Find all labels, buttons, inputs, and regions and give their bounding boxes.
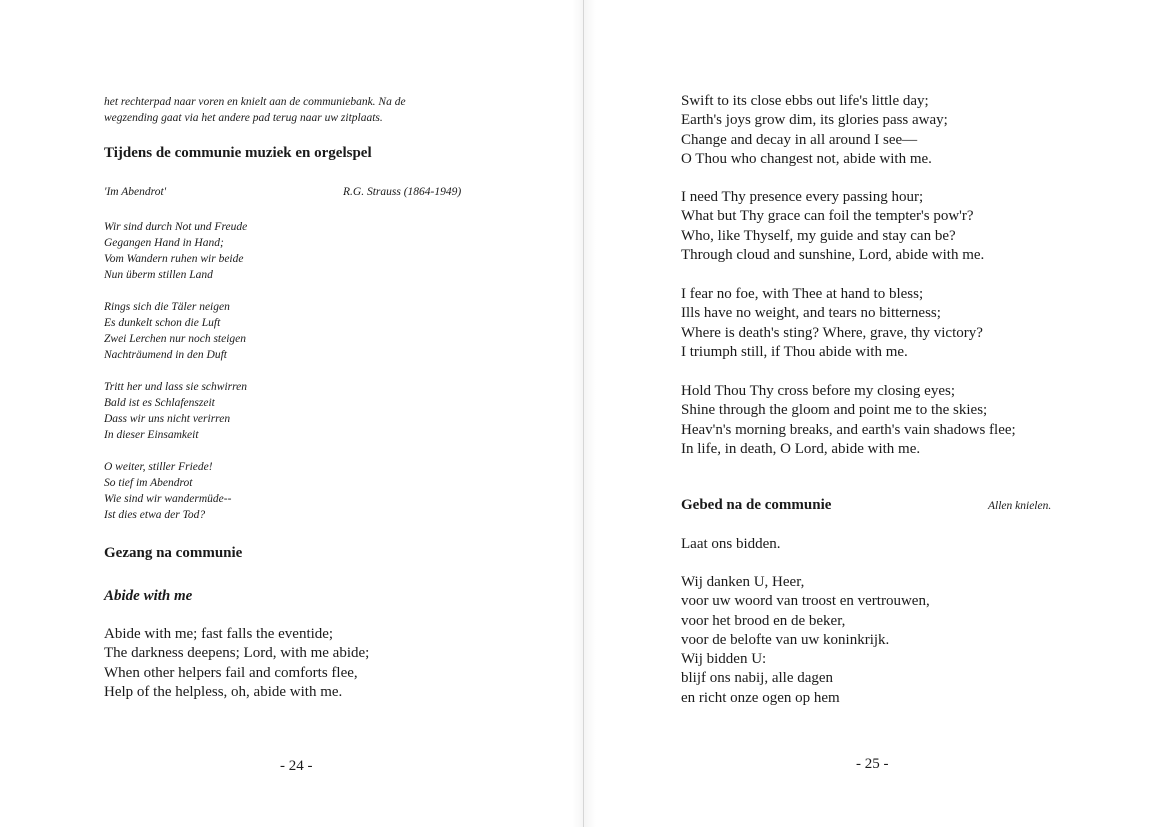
- hymn-line: Shine through the gloom and point me to the skies;: [681, 402, 988, 419]
- hymn-stanza: [681, 382, 1016, 459]
- intro-text: [104, 94, 406, 126]
- lied-line: Rings sich die Täler neigen: [104, 301, 230, 313]
- heading-communion-music: Tijdens de communie muziek en orgelspel: [104, 145, 372, 161]
- piece-title: 'Im Abendrot': [104, 186, 167, 198]
- hymn-line: Abide with me; fast falls the eventide;: [104, 626, 334, 642]
- hymn-line: Heav'n's morning breaks, and earth's vain shadows flee;: [681, 421, 1016, 438]
- prayer-invitation: Laat ons bidden.: [681, 536, 781, 552]
- lied-line: In dieser Einsamkeit: [104, 429, 199, 441]
- hymn-line: Earth's joys grow dim, its glories pass away;: [681, 112, 948, 129]
- lied-line: Dass wir uns nicht verirren: [104, 413, 231, 425]
- hymn-line: I triumph still, if Thou abide with me.: [681, 343, 908, 360]
- hymn-line: In life, in death, O Lord, abide with me.: [681, 440, 921, 457]
- hymn-stanza: [681, 285, 983, 362]
- hymn-line: Where is death's sting? Where, grave, thy victory?: [681, 324, 983, 341]
- prayer-instruction: Allen knielen.: [988, 500, 1052, 512]
- lied-line: Bald ist es Schlafenszeit: [104, 397, 215, 409]
- prayer-line: voor uw woord van troost en vertrouwen,: [681, 593, 930, 610]
- hymn-stanza: [104, 625, 369, 702]
- heading-song-after-communion: Gezang na communie: [104, 545, 243, 561]
- lied-line: Zwei Lerchen nur noch steigen: [104, 333, 247, 345]
- hymn-line: What but Thy grace can foil the tempter's pow'r?: [681, 208, 974, 225]
- prayer-line: Wij danken U, Heer,: [681, 574, 805, 590]
- right-page: [584, 0, 1169, 827]
- hymn-line: Hold Thou Thy cross before my closing eyes;: [681, 383, 955, 399]
- hymn-line: Swift to its close ebbs out life's little day;: [681, 93, 929, 109]
- hymn-line: Who, like Thyself, my guide and stay can be?: [681, 227, 956, 244]
- hymn-line: When other helpers fail and comforts flee,: [104, 664, 358, 681]
- lied-stanza: [104, 459, 231, 523]
- hymn-line: I fear no foe, with Thee at hand to bless;: [681, 286, 924, 302]
- page-number: - 25 -: [856, 756, 889, 772]
- lied-stanza: [104, 219, 247, 283]
- lied-line: Ist dies etwa der Tod?: [104, 509, 206, 521]
- prayer-text: [681, 573, 930, 708]
- lied-line: Gegangen Hand in Hand;: [104, 237, 224, 249]
- prayer-line: en richt onze ogen op hem: [681, 689, 840, 706]
- lied-line: Nachträumend in den Duft: [104, 349, 227, 361]
- lied-line: Nun überm stillen Land: [104, 269, 213, 281]
- left-page: [0, 0, 583, 827]
- hymn-line: Help of the helpless, oh, abide with me.: [104, 683, 343, 700]
- hymn-title: Abide with me: [104, 588, 193, 604]
- lied-line: O weiter, stiller Friede!: [104, 461, 213, 473]
- lied-stanza: [104, 379, 247, 443]
- lied-line: Tritt her und lass sie schwirren: [104, 381, 248, 393]
- hymn-line: Through cloud and sunshine, Lord, abide with me.: [681, 246, 985, 263]
- lied-stanza: [104, 299, 246, 363]
- intro-line: wegzending gaat via het andere pad terug naar uw zitplaats.: [104, 112, 383, 124]
- page-number: - 24 -: [280, 758, 313, 774]
- lied-line: Es dunkelt schon die Luft: [104, 317, 221, 329]
- prayer-line: voor de belofte van uw koninkrijk.: [681, 631, 890, 648]
- heading-prayer-after-communion: Gebed na de communie: [681, 497, 832, 513]
- lied-line: Wir sind durch Not und Freude: [104, 221, 248, 233]
- prayer-line: blijf ons nabij, alle dagen: [681, 670, 834, 687]
- hymn-line: O Thou who changest not, abide with me.: [681, 150, 932, 167]
- lied-line: Wie sind wir wandermüde--: [104, 493, 232, 505]
- hymn-stanza: [681, 92, 948, 169]
- hymn-line: I need Thy presence every passing hour;: [681, 189, 924, 205]
- hymn-line: Ills have no weight, and tears no bitterness;: [681, 305, 941, 322]
- prayer-line: voor het brood en de beker,: [681, 612, 846, 629]
- lied-line: Vom Wandern ruhen wir beide: [104, 253, 244, 265]
- piece-composer: R.G. Strauss (1864-1949): [343, 186, 462, 198]
- hymn-line: The darkness deepens; Lord, with me abide;: [104, 645, 370, 662]
- hymn-line: Change and decay in all around I see—: [681, 131, 918, 148]
- intro-line: het rechterpad naar voren en knielt aan de communiebank. Na de: [104, 96, 406, 108]
- lied-line: So tief im Abendrot: [104, 477, 193, 489]
- hymn-stanza: [681, 188, 984, 265]
- prayer-line: Wij bidden U:: [681, 651, 767, 668]
